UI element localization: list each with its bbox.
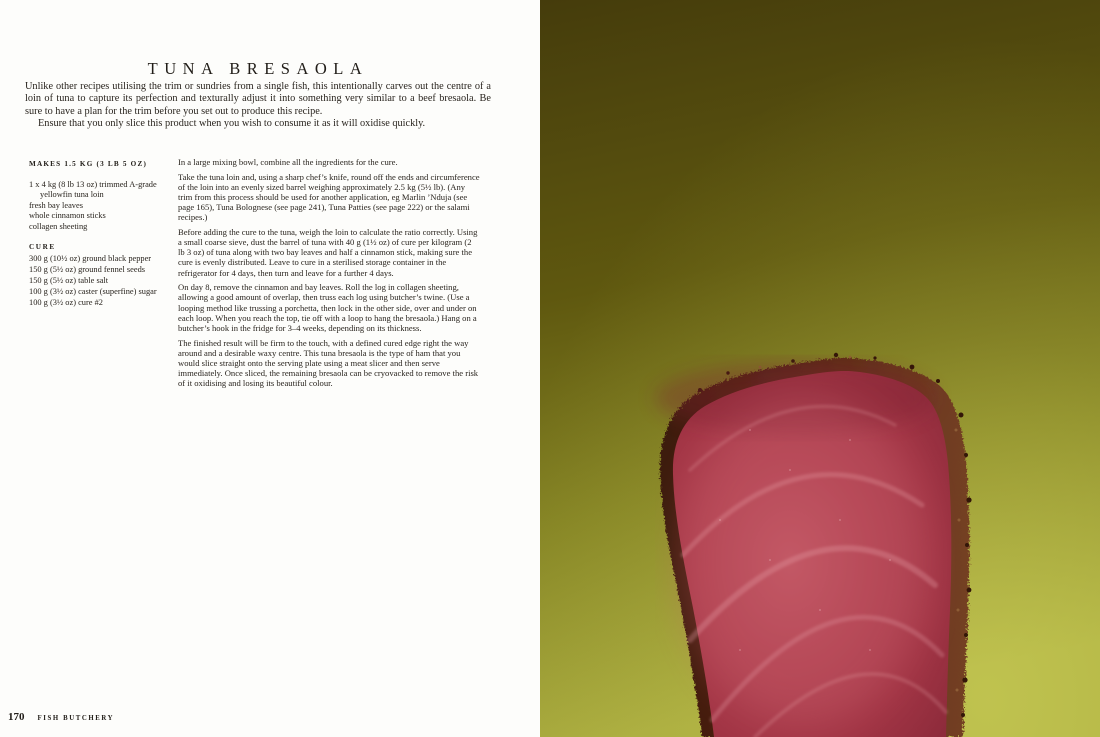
ingredient-item: collagen sheeting (29, 221, 88, 231)
method-column (178, 157, 480, 393)
method-paragraph: The finished result will be firm to the touch, with a defined cured edge right the way around and a desirable waxy centre. This tuna bresaola is the type of ham that you would slice straight onto the serving plate using a meat slicer and then serve immediately. Once sliced, the remaining bresaola can be cryovacked to remove the risk of it oxidising and losing its beautiful colour. (178, 337, 479, 389)
tuna-photo-illustration (540, 0, 1100, 737)
method-paragraph: Before adding the cure to the tuna, weigh the loin to calculate the ratio correctly. Using a small coarse sieve, dust the barrel of tuna with 40 g (1½ oz) of cure per kilogram (2 lb 3 oz) of tuna along with two bay leaves and half a cinnamon stick, making sure the cure is evenly distributed. Leave to cure in a sterilised storage container in the refrigerator for 4 days, then turn and leave for a further 4 days. (178, 226, 478, 278)
ingredient-item: fresh bay leaves (29, 200, 83, 210)
cure-heading: CURE (29, 243, 56, 252)
page-number: 170 (8, 711, 25, 723)
cure-ingredient-item: 100 g (3½ oz) caster (superfine) sugar (29, 286, 157, 296)
method-paragraph: In a large mixing bowl, combine all the ingredients for the cure. (178, 157, 398, 167)
method-paragraph: Take the tuna loin and, using a sharp chef’s knife, round off the ends and circumference of the loin into an evenly sized barrel weighing approximately 2.5 kg (5½ lb). (Any trim from this process should be used for another application, eg Marlin ’Nduja (see page 165), Tuna Bolognese (see page 241), Tuna Patties (see page 222) or the salami recipes.) (178, 171, 480, 223)
cure-ingredient-item: 100 g (3½ oz) cure #2 (29, 297, 103, 307)
book-title: FISH BUTCHERY (37, 715, 115, 722)
cure-ingredient-list (29, 254, 177, 309)
cure-ingredient-item: 300 g (10½ oz) ground black pepper (29, 254, 152, 264)
cure-ingredient-item: 150 g (5½ oz) table salt (29, 275, 109, 285)
ingredient-list (29, 180, 177, 232)
ingredients-column (29, 160, 177, 309)
yield-heading: MAKES 1.5 KG (3 LB 5 OZ) (29, 160, 148, 168)
cure-ingredient-item: 150 g (5½ oz) ground fennel seeds (29, 264, 146, 274)
tuna-bresaola-photo (540, 0, 1100, 737)
method-paragraph: On day 8, remove the cinnamon and bay leaves. Roll the log in collagen sheeting, allowing a good amount of overlap, then truss each log using butcher’s twine. (Use a looping method like trussing a porchetta, then lock in the other side, over and under on each loop. When you reach the top, tie off with a loop to hang the bresaola.) Hang on a butcher’s hook in the fridge for 3–4 weeks, depending on its thickness. (178, 282, 477, 333)
page-footer (8, 711, 114, 723)
recipe-title: TUNA BRESAOLA (147, 59, 369, 79)
recipe-page (0, 0, 540, 737)
intro-paragraph: Unlike other recipes utilising the trim or sundries from a single fish, this intentionally carves out the centre of a loin of tuna to capture its perfection and texturally adjust it into something very similar to a beef bresaola. Be sure to have a plan for the trim before you set out to produce this recipe. (25, 81, 491, 117)
ingredient-item: whole cinnamon sticks (29, 211, 106, 221)
ingredient-item: 1 x 4 kg (8 lb 13 oz) trimmed A-grade yellowfin tuna loin (29, 180, 157, 200)
intro-block (25, 81, 491, 130)
intro-paragraph: Ensure that you only slice this product when you wish to consume it as it will oxidise quickly. (38, 117, 426, 129)
